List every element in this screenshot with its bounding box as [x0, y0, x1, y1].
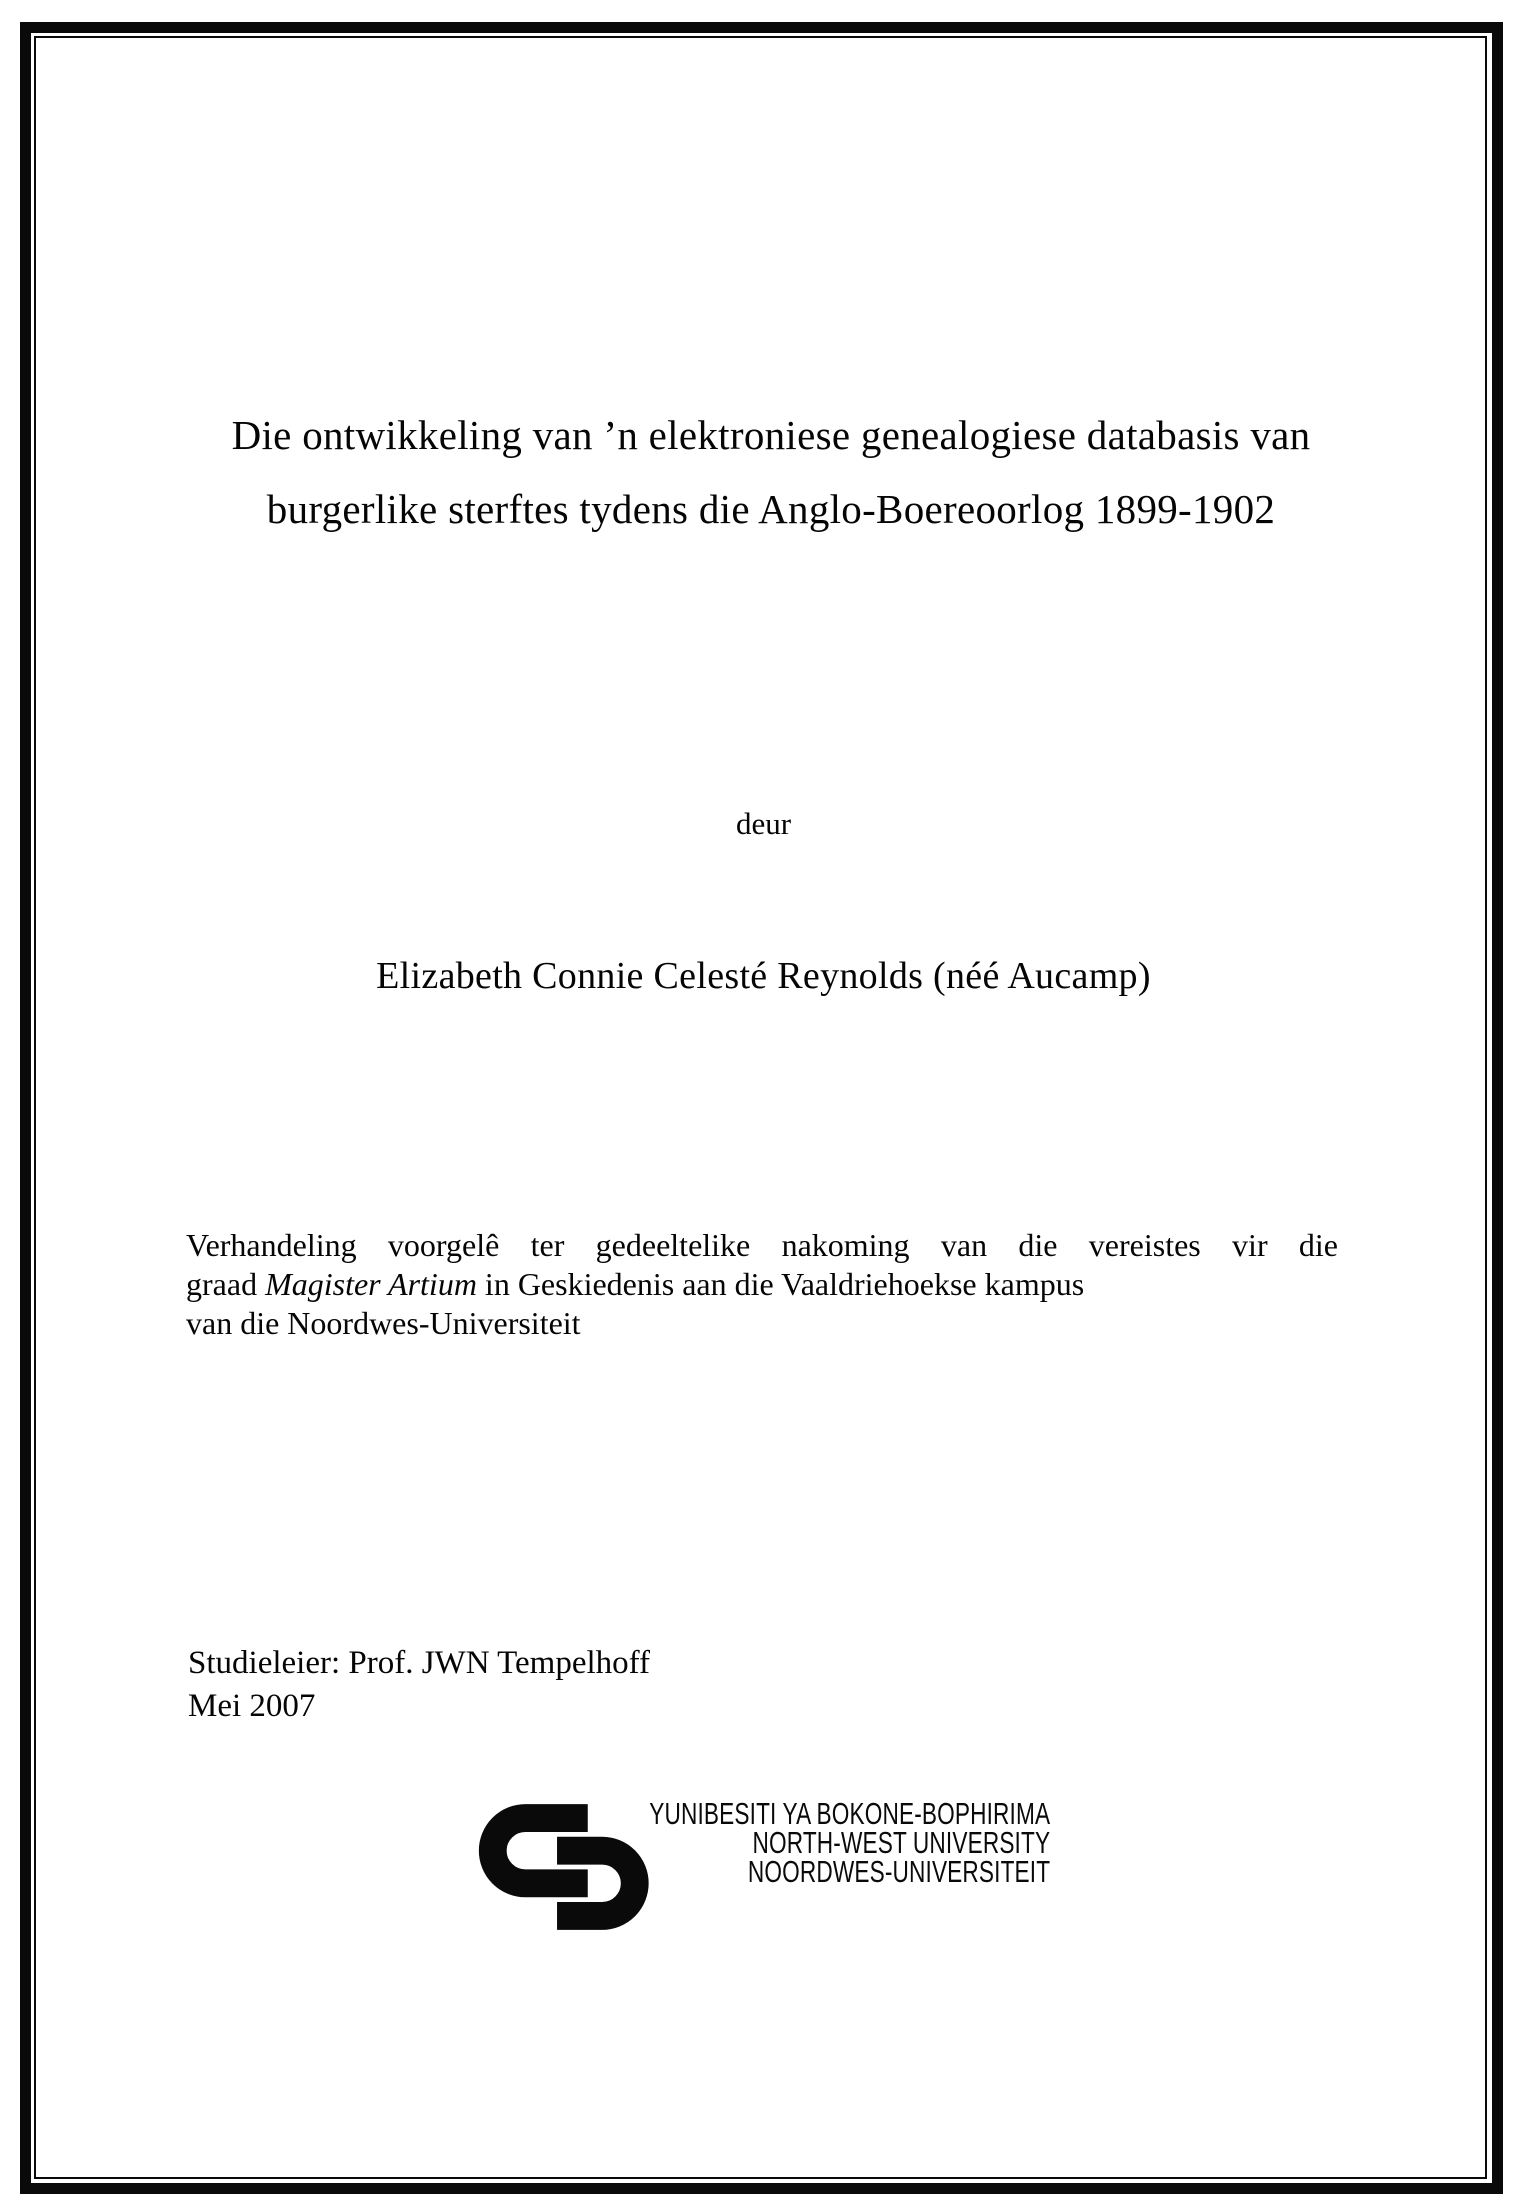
degree-statement-line1: Verhandeling voorgelê ter gedeeltelike nakoming van die vereistes vir die	[186, 1227, 1338, 1263]
university-logo-text	[649, 1796, 1050, 1889]
degree-statement-line2	[186, 1265, 1338, 1304]
date-line: Mei 2007	[188, 1688, 316, 1724]
thesis-title-line2: burgerlike sterftes tydens die Anglo-Boereoorlog 1899-1902	[266, 486, 1276, 532]
logo-text-afrikaans: NOORDWES-UNIVERSITEIT	[747, 1854, 1050, 1889]
author-name: Elizabeth Connie Celesté Reynolds (néé Aucamp)	[376, 955, 1151, 997]
thesis-title-line1: Die ontwikkeling van ’n elektroniese genealogiese databasis van	[231, 412, 1311, 458]
thesis-title	[110, 398, 1432, 546]
degree-name-italic: Magister Artium	[265, 1266, 477, 1302]
degree-statement-line2-suffix: in Geskiedenis aan die Vaaldriehoekse kampus	[476, 1266, 1085, 1302]
university-logo	[458, 1796, 1050, 1938]
logo-text-setswana: YUNIBESITI YA BOKONE-BOPHIRIMA	[649, 1796, 1050, 1831]
degree-statement	[186, 1226, 1338, 1343]
degree-statement-line2-prefix: graad	[186, 1266, 266, 1302]
supervisor-block	[188, 1642, 650, 1728]
nwu-logo-mark-icon	[458, 1796, 658, 1938]
degree-statement-line3: van die Noordwes-Universiteit	[186, 1305, 581, 1341]
supervisor-line: Studieleier: Prof. JWN Tempelhoff	[188, 1645, 651, 1681]
byline-label: deur	[735, 806, 792, 841]
logo-text-english: NORTH-WEST UNIVERSITY	[752, 1825, 1050, 1860]
